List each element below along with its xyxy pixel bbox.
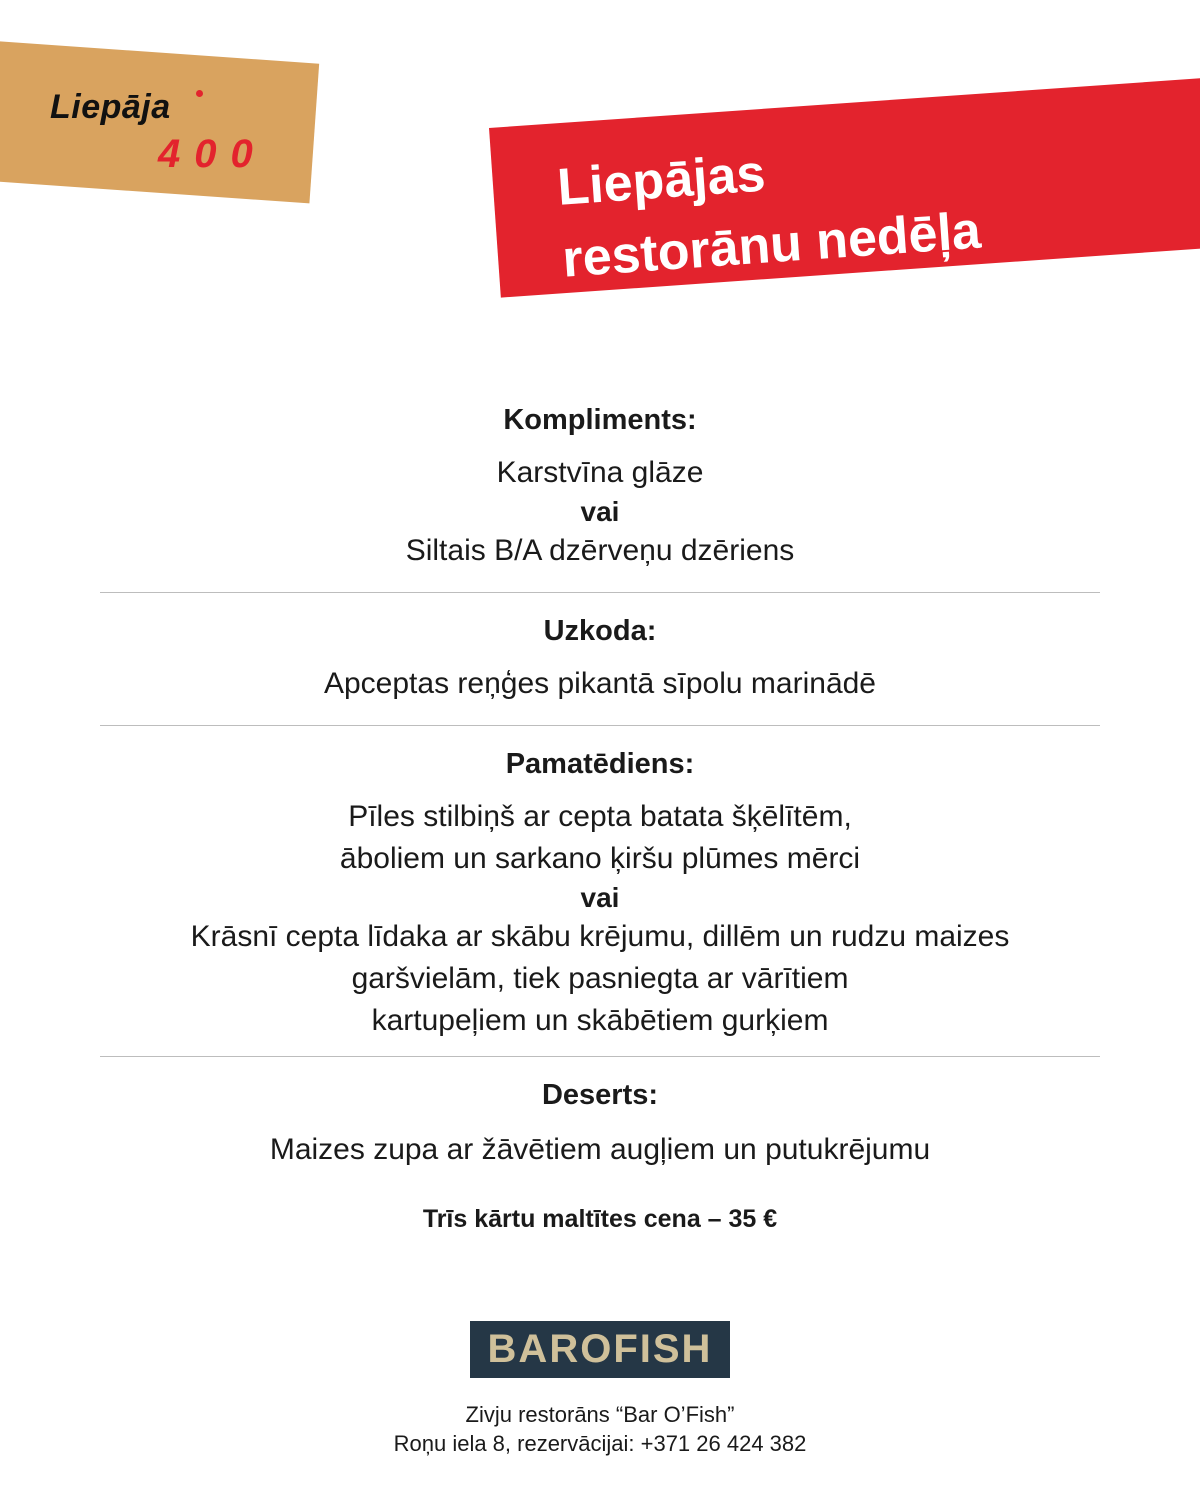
compliment-heading: Kompliments: [503,404,697,436]
compliment-option-1: Karstvīna glāze [496,456,704,489]
main-option-2-line-2: garšvielām, tiek pasniegta ar vārītiem [351,962,849,995]
dessert-dish: Maizes zupa ar žāvētiem augļiem un putukrējumu [269,1133,931,1166]
liepaja-logo-number: 400 [158,132,267,176]
restaurant-address: Roņu iela 8, rezervācijai: +371 26 424 382 [393,1431,807,1456]
main-option-2-line-3: kartupeļiem un skābētiem gurķiem [371,1004,829,1037]
main-option-1-line-2: āboliem un sarkano ķiršu plūmes mērci [339,842,861,875]
dessert-section [100,1057,1100,1171]
compliment-or: vai [580,496,620,527]
starter-heading: Uzkoda: [543,615,657,647]
compliment-option-2: Siltais B/A dzērveņu dzēriens [405,534,795,567]
banner-title-line2: restorānu nedēļa [560,201,983,289]
starter-dish: Apceptas reņģes pikantā sīpolu marinādē [323,667,876,700]
restaurant-name: Zivju restorāns “Bar O’Fish” [465,1402,735,1427]
banner-title-line1: Liepājas [555,144,768,217]
main-option-2-line-1: Krāsnī cepta līdaka ar skābu krējumu, dillēm un rudzu maizes [190,920,1010,953]
main-course-heading: Pamatēdiens: [505,748,695,780]
compliment-section [100,400,1100,592]
liepaja-logo-word: Liepāja [50,88,171,126]
logo-dot-icon [196,90,203,97]
main-course-section [100,726,1100,1056]
menu-list [100,400,1100,1171]
main-or: vai [580,882,620,913]
dessert-heading: Deserts: [541,1079,659,1111]
bar-ofish-logo [470,1321,730,1378]
starter-section [100,593,1100,725]
bar-ofish-logo-text: BAROFISH [487,1327,713,1371]
meal-price: Trīs kārtu maltītes cena – 35 € [422,1205,778,1233]
main-option-1-line-1: Pīles stilbiņš ar cepta batata šķēlītēm, [348,800,852,833]
